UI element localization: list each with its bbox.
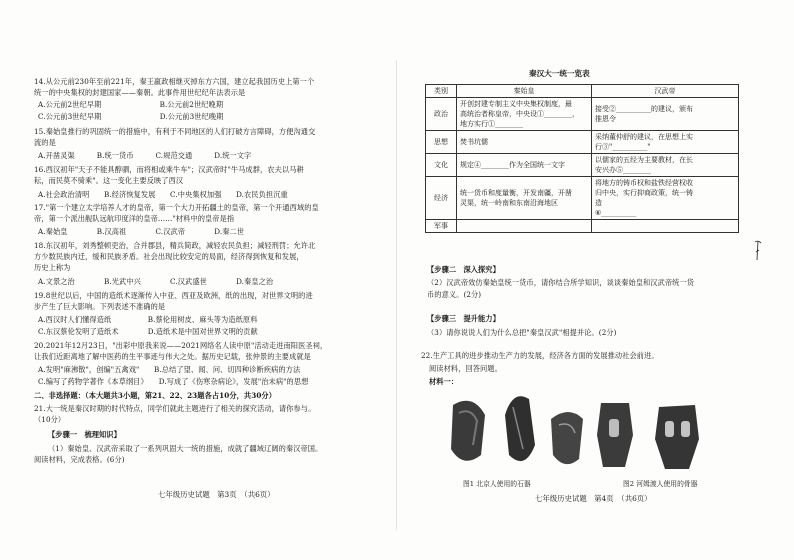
step-3-heading: 【步骤三 提升能力】 (427, 314, 500, 323)
q19-line-1: 19.8世纪以后，中国的造纸术逐渐传入中亚、西亚及欧洲，纸的出现，对世界文明的进 (34, 291, 313, 300)
q21-3-line: （3）请你说说人们为什么总把"秦皇汉武"相提并论。(2分) (427, 328, 617, 337)
q14-options-ab: A.公元前2世纪早期 B.公元前2世纪晚期 (38, 100, 224, 109)
row-economy-qin: 统一货币和度量衡，开发南疆，开凿 灵渠，统一岭南和东南沿海地区 (457, 177, 592, 220)
q21-intro-line-2: （10分） (34, 415, 66, 424)
table-header-row (426, 85, 739, 98)
pen-mark-icon (753, 238, 763, 264)
row-military-qin (457, 220, 592, 233)
q21-1-line-2: 阅读材料，完成表格。(6分) (34, 455, 125, 464)
page-4 (397, 0, 794, 560)
row-military-han (592, 220, 739, 233)
q21-1-line-1: （1）秦始皇、汉武帝采取了一系列巩固大一统的措施，成就了疆域辽阔的秦汉帝国。 (48, 444, 323, 453)
page-3-footer: 七年级历史试题 第3页 （共6页） (158, 490, 275, 499)
q21-2-line-1: （2）汉武帝效仿秦始皇统一货币，请你结合所学知识，谈谈秦始皇和汉武帝统一货 (427, 278, 695, 287)
q18-line-1: 18.东汉初年，刘秀整顿吏治，合并郡县，精兵简政，减轻农民负担；减轻刑罚；允许北 (34, 241, 316, 250)
row-culture-qin: 规定④________作为全国统一文字 (457, 154, 592, 177)
row-economy-han: 将地方的铸币权和盐铁经营权收 归中央，实行抑商政策，统一铸 造 ⑥__________ (592, 177, 739, 220)
table-row (426, 177, 739, 220)
row-military-category: 军事 (426, 220, 457, 233)
section-2-heading: 二、非选择题：（本大题共3小题，第21、22、23题各占10分，共30分） (34, 391, 276, 400)
page-4-footer: 七年级历史试题 第4页 （共6页） (535, 494, 652, 503)
q16-line-1: 16.西汉初年"天子不能具醇驷，而将相或乘牛车"；汉武帝时"牛马成群，农夫以马耕 (34, 165, 304, 174)
q20-line-1: 20.2021年12月23日，"出彩中原我来说——2021网络名人读中原"活动走进南阳医圣祠， (34, 341, 328, 350)
row-politics-han: 接受②__________的建议，颁布 推恩令 (592, 98, 739, 131)
q15-line-1: 15.秦始皇推行的巩固统一的措施中，有利于不同地区的人们打破方言障碍，方便沟通交 (34, 127, 316, 136)
header-category: 类别 (426, 85, 457, 98)
figure-1-caption: 图1 北京人使用的石器 (463, 480, 531, 488)
q14-options-cd: C.公元前3世纪早期 D.公元前3世纪晚期 (38, 112, 224, 121)
header-han: 汉武帝 (592, 85, 739, 98)
row-culture-category: 文化 (426, 154, 457, 177)
q17-line-1: 17."第一个建立太学培养人才的皇帝，第一个大力开拓疆土的皇帝，第一个开通西域的皇 (34, 203, 319, 212)
stone-tool-icon (505, 396, 535, 461)
bone-tool-icon (655, 405, 699, 469)
table-row (426, 98, 739, 131)
step-2-heading: 【步骤二 深入探究】 (427, 265, 500, 274)
stone-tool-icon (551, 412, 583, 464)
q15-options: A.开凿灵渠 B.统一货币 C.规范交通 D.统一文字 (38, 151, 252, 160)
table-title: 秦汉大一统一览表 (529, 69, 590, 78)
step-1-heading: 【步骤一 梳理知识】 (48, 430, 121, 439)
row-thought-qin: 焚书坑儒 (457, 131, 592, 154)
q14-line-2: 统一的中央集权的封建国家——秦朝。此事件用世纪纪年法表示是 (34, 88, 246, 97)
q19-options-cd: C.东汉蔡伦发明了造纸术 D.造纸术是中国对世界文明的贡献 (38, 327, 258, 336)
q21-2-line-2: 币的意义。(2分) (427, 290, 482, 299)
q20-line-2: 让我们近距离地了解中医药的生平事迹与伟大之处。据历史记载，张仲景的主要成就是 (34, 352, 311, 361)
table-row (426, 220, 739, 233)
row-culture-han: 以儒家的五经为主要教材，在长 安兴办⑤________ (592, 154, 739, 177)
q21-intro-line-1: 21.大一统是秦汉时期的时代特点，同学们就此主题进行了相关的探究活动，请你参与。 (34, 404, 316, 413)
q18-line-2: 方少数民族内迁，缓和民族矛盾。社会出现比较安定的局面，经济得到恢复和发展， (34, 252, 304, 261)
q19-line-2: 步产生了巨大影响。下列表述不准确的是 (34, 302, 166, 311)
unification-table (425, 84, 739, 233)
q14-line-1: 14.从公元前230年至前221年，秦王嬴政相继灭掉东方六国，建立起我国历史上第一个 (34, 77, 315, 86)
q20-options-ab: A.发明"麻沸散"，创编"五禽戏" B.总结了望、闻、问、切四种诊断疾病的方法 (38, 365, 301, 374)
row-thought-category: 思想 (426, 131, 457, 154)
stone-tool-icon (451, 401, 485, 461)
row-economy-category: 经济 (426, 177, 457, 220)
material-1-label: 材料一： (429, 377, 459, 386)
q22-instruction: 阅读材料，回答问题。 (429, 364, 502, 373)
table-row (426, 131, 739, 154)
table-row (426, 154, 739, 177)
q18-options: A.文景之治 B.光武中兴 C.汉武盛世 D.秦皇之治 (38, 277, 274, 286)
q15-line-2: 流的是 (34, 138, 56, 147)
q16-line-2: 耘，而民莫不骑乘"。这一变化主要反映了西汉 (34, 176, 184, 185)
row-politics-qin: 开创封建专制主义中央集权制度，最 高统治者称皇帝，中央设①________， 地方实行①________ (457, 98, 592, 131)
figure-2-caption: 图2 河姆渡人使用的骨器 (623, 480, 698, 488)
q19-options-ab: A.西汉时人们懂得造纸 B.蔡伦用树皮、麻头等为造纸原料 (38, 315, 258, 324)
row-politics-category: 政治 (426, 98, 457, 131)
q16-options: A.社会政治清明 B.经济恢复发展 C.中央集权加强 D.农民负担沉重 (38, 190, 288, 199)
q18-line-3: 历史上称为 (34, 263, 71, 272)
row-thought-han: 采纳董仲舒的建议，在思想上实 行③"__________" (592, 131, 739, 154)
q17-line-2: 帝，第一个派出舰队远航印度洋的皇帝……"材料中的皇帝是指 (34, 214, 235, 223)
header-qin: 秦始皇 (457, 85, 592, 98)
q17-options: A.秦始皇 B.汉高祖 C.汉武帝 D.秦二世 (38, 227, 245, 236)
q22-intro: 22.生产工具的进步推动生产力的发展，经济各方面的发展推动社会前进。 (421, 351, 659, 360)
q20-options-cd: C.编写了药物学著作《本草纲目》 D.写成了《伤寒杂病论》，发展"治未病"的思想 (38, 377, 309, 386)
bone-tool-icon (597, 403, 633, 467)
